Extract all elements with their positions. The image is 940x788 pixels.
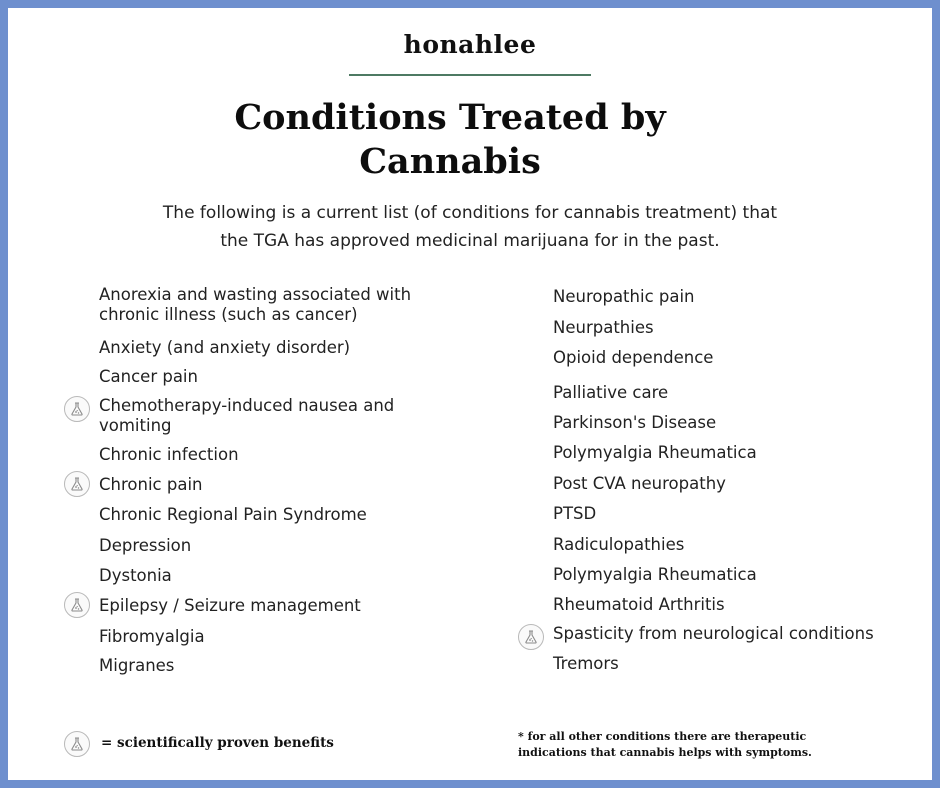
condition-item: Cancer pain xyxy=(99,367,198,386)
flask-icon xyxy=(64,592,90,618)
condition-item: Post CVA neuropathy xyxy=(553,474,726,493)
legend-text: = scientifically proven benefits xyxy=(101,735,334,751)
flask-icon xyxy=(64,471,90,497)
condition-item: Chronic pain xyxy=(99,475,203,494)
condition-item: Depression xyxy=(99,536,192,555)
brand-logo: honahlee xyxy=(403,30,537,59)
flask-icon xyxy=(518,624,544,650)
condition-item: Polymyalgia Rheumatica xyxy=(553,443,757,462)
condition-item: Chronic Regional Pain Syndrome xyxy=(99,505,367,524)
condition-item: Migranes xyxy=(99,656,175,675)
condition-item: Neurpathies xyxy=(553,318,654,337)
condition-item: Anorexia and wasting associated with chronic illness (such as cancer) xyxy=(99,285,412,324)
condition-item: Rheumatoid Arthritis xyxy=(553,595,725,614)
condition-item: Polymyalgia Rheumatica xyxy=(553,565,757,584)
condition-item: PTSD xyxy=(553,504,597,523)
condition-item: Epilepsy / Seizure management xyxy=(99,596,361,615)
condition-item: Tremors xyxy=(553,654,619,673)
condition-item: Fibromyalgia xyxy=(99,627,205,646)
condition-item: Parkinson's Disease xyxy=(553,413,717,432)
condition-item: Dystonia xyxy=(99,566,172,585)
footnote: * for all other conditions there are therapeutic indications that cannabis helps with symptoms. xyxy=(518,730,812,759)
condition-item: Palliative care xyxy=(553,383,669,402)
condition-item: Radiculopathies xyxy=(553,535,685,554)
page-title: Conditions Treated by Cannabis xyxy=(234,97,666,182)
flask-icon xyxy=(64,731,90,757)
condition-item: Chemotherapy-induced nausea and vomiting xyxy=(99,396,395,435)
condition-item: Neuropathic pain xyxy=(553,287,695,306)
page-subtitle: The following is a current list (of conditions for cannabis treatment) that the TGA has approved medicinal marijuana for in the past. xyxy=(162,203,778,251)
condition-item: Opioid dependence xyxy=(553,348,714,367)
condition-item: Anxiety (and anxiety disorder) xyxy=(99,338,351,357)
flask-icon xyxy=(64,396,90,422)
brand-divider xyxy=(349,74,591,76)
condition-item: Chronic infection xyxy=(99,445,239,464)
condition-item: Spasticity from neurological conditions xyxy=(553,624,874,643)
